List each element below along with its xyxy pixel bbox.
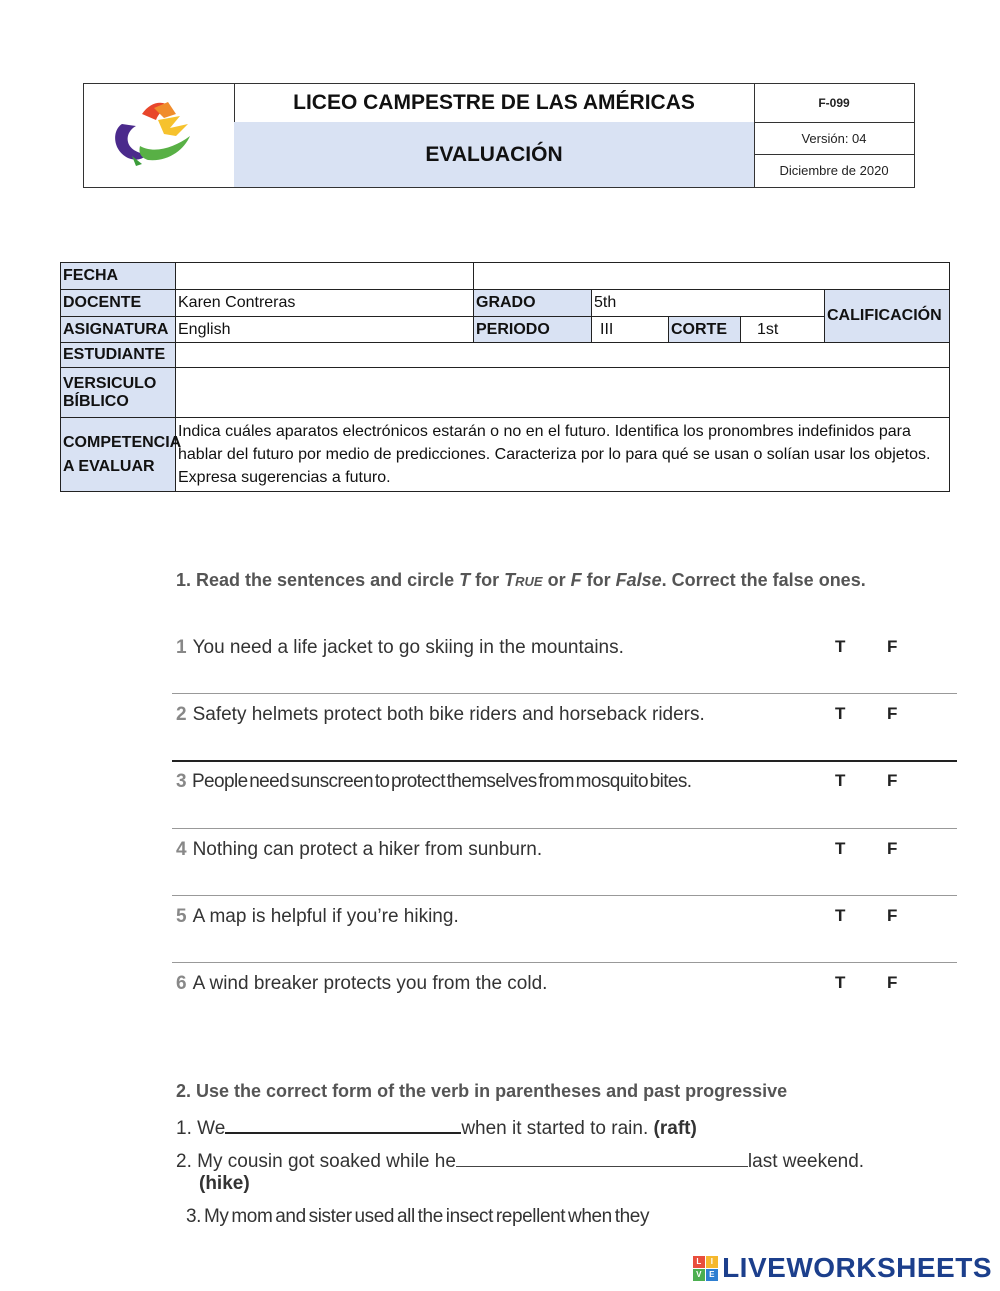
school-logo bbox=[84, 84, 235, 187]
periodo-label: PERIODO bbox=[474, 317, 592, 343]
question-number: 2 bbox=[176, 704, 187, 725]
estudiante-label: ESTUDIANTE bbox=[61, 343, 176, 368]
asignatura-value: English bbox=[176, 317, 474, 343]
answer-blank[interactable] bbox=[456, 1148, 748, 1167]
question-text: You need a life jacket to go skiing in the mountains. bbox=[192, 637, 624, 658]
calificacion-label: CALIFICACIÓN bbox=[825, 290, 950, 343]
grado-value: 5th bbox=[592, 290, 825, 317]
divider bbox=[172, 693, 957, 694]
student-info-table bbox=[60, 262, 950, 492]
competencia-text: Indica cuáles aparatos electrónicos estarán o no en el futuro. Identifica los pronombres indefinidos para hablar del futuro por medio de predicciones. Caracteriza por lo para qué se usan o solían usar los objetos. Expresa sugerencias a futuro. bbox=[176, 418, 950, 492]
question-number: 1. bbox=[176, 1118, 192, 1139]
false-option[interactable]: F bbox=[887, 906, 898, 925]
false-option[interactable]: F bbox=[887, 839, 898, 858]
question-text: Nothing can protect a hiker from sunburn. bbox=[192, 839, 543, 860]
section1-f-letter: F bbox=[570, 570, 582, 590]
question-number: 2. bbox=[176, 1151, 192, 1172]
question-number: 5 bbox=[176, 906, 187, 927]
section1-t-letter: T bbox=[459, 570, 471, 590]
asignatura-label: ASIGNATURA bbox=[61, 317, 176, 343]
false-option[interactable]: F bbox=[887, 637, 898, 656]
question-post-text: when it started to rain. bbox=[461, 1118, 649, 1139]
true-option[interactable]: T bbox=[835, 637, 846, 656]
section1-number: 1. bbox=[176, 570, 192, 590]
document-version: Versión: 04 bbox=[754, 122, 914, 155]
verb-question-1 bbox=[176, 1114, 697, 1140]
question-number: 6 bbox=[176, 973, 187, 994]
versiculo-field[interactable] bbox=[176, 368, 950, 418]
question-text: People need sunscreen to protect themselves from mosquito bites. bbox=[191, 771, 692, 792]
grado-label: GRADO bbox=[474, 290, 592, 317]
question-pre-text: My cousin got soaked while he bbox=[197, 1151, 456, 1172]
section1-title-b: . Correct the false ones. bbox=[661, 570, 866, 590]
corte-label: CORTE bbox=[669, 317, 741, 343]
question-number: 4 bbox=[176, 839, 187, 860]
verb-question-3 bbox=[186, 1206, 649, 1228]
liveworksheets-brand bbox=[693, 1252, 992, 1284]
brand-text: LIVEWORKSHEETS bbox=[722, 1252, 992, 1283]
estudiante-field[interactable] bbox=[176, 343, 950, 368]
fecha-extra-field[interactable] bbox=[474, 263, 950, 290]
question-pre-text: We bbox=[197, 1118, 226, 1139]
true-option[interactable]: T bbox=[835, 839, 846, 858]
school-name: LICEO CAMPESTRE DE LAS AMÉRICAS bbox=[234, 84, 755, 123]
question-pre-text: My mom and sister used all the insect repellent when they bbox=[203, 1206, 650, 1227]
question-number: 1 bbox=[176, 637, 187, 658]
divider bbox=[172, 760, 957, 762]
dove-logo-icon bbox=[84, 84, 234, 187]
versiculo-label: VERSICULO BÍBLICO bbox=[61, 368, 176, 418]
docente-label: DOCENTE bbox=[61, 290, 176, 317]
divider bbox=[172, 828, 957, 829]
docente-value: Karen Contreras bbox=[176, 290, 474, 317]
competencia-label: COMPETENCIA A EVALUAR bbox=[61, 418, 176, 492]
false-option[interactable]: F bbox=[887, 771, 898, 790]
question-text: A wind breaker protects you from the cold. bbox=[192, 973, 548, 994]
document-title: EVALUACIÓN bbox=[234, 122, 755, 187]
divider bbox=[172, 895, 957, 896]
tf-question-3 bbox=[176, 771, 956, 801]
section1-false-word: False bbox=[615, 570, 662, 590]
fecha-field[interactable] bbox=[176, 263, 474, 290]
tf-question-4 bbox=[176, 839, 956, 869]
section1-title bbox=[176, 570, 866, 591]
section1-true-word: True bbox=[504, 570, 543, 590]
verb-hint: (raft) bbox=[653, 1118, 697, 1139]
tf-question-1 bbox=[176, 637, 956, 667]
true-option[interactable]: T bbox=[835, 771, 846, 790]
verb-question-2 bbox=[176, 1148, 864, 1173]
verb-hint-2: (hike) bbox=[199, 1173, 250, 1194]
tf-question-2 bbox=[176, 704, 956, 734]
question-post-text: last weekend. bbox=[747, 1151, 865, 1172]
section1-for1: for bbox=[470, 570, 505, 590]
question-number: 3. bbox=[186, 1206, 202, 1227]
corte-value: 1st bbox=[741, 317, 825, 343]
fecha-label: FECHA bbox=[61, 263, 176, 290]
true-option[interactable]: T bbox=[835, 906, 846, 925]
periodo-value: III bbox=[592, 317, 669, 343]
section1-or: or bbox=[542, 570, 571, 590]
tf-question-5 bbox=[176, 906, 956, 936]
divider bbox=[172, 962, 957, 963]
true-option[interactable]: T bbox=[835, 973, 846, 992]
true-option[interactable]: T bbox=[835, 704, 846, 723]
brand-blocks-icon: L I V E bbox=[693, 1256, 718, 1281]
false-option[interactable]: F bbox=[887, 704, 898, 723]
document-date: Diciembre de 2020 bbox=[779, 163, 889, 178]
document-code: F-099 bbox=[754, 84, 914, 123]
section1-for2: for bbox=[581, 570, 616, 590]
answer-blank[interactable] bbox=[225, 1114, 461, 1134]
section2-title: 2. Use the correct form of the verb in parentheses and past progressive bbox=[176, 1081, 788, 1101]
false-option[interactable]: F bbox=[887, 973, 898, 992]
section1-title-a: Read the sentences and circle bbox=[196, 570, 460, 590]
tf-question-6 bbox=[176, 973, 956, 1003]
question-number: 3 bbox=[176, 771, 186, 792]
question-text: A map is helpful if you’re hiking. bbox=[192, 906, 459, 927]
question-text: Safety helmets protect both bike riders and horseback riders. bbox=[192, 704, 705, 725]
document-header bbox=[83, 83, 915, 188]
